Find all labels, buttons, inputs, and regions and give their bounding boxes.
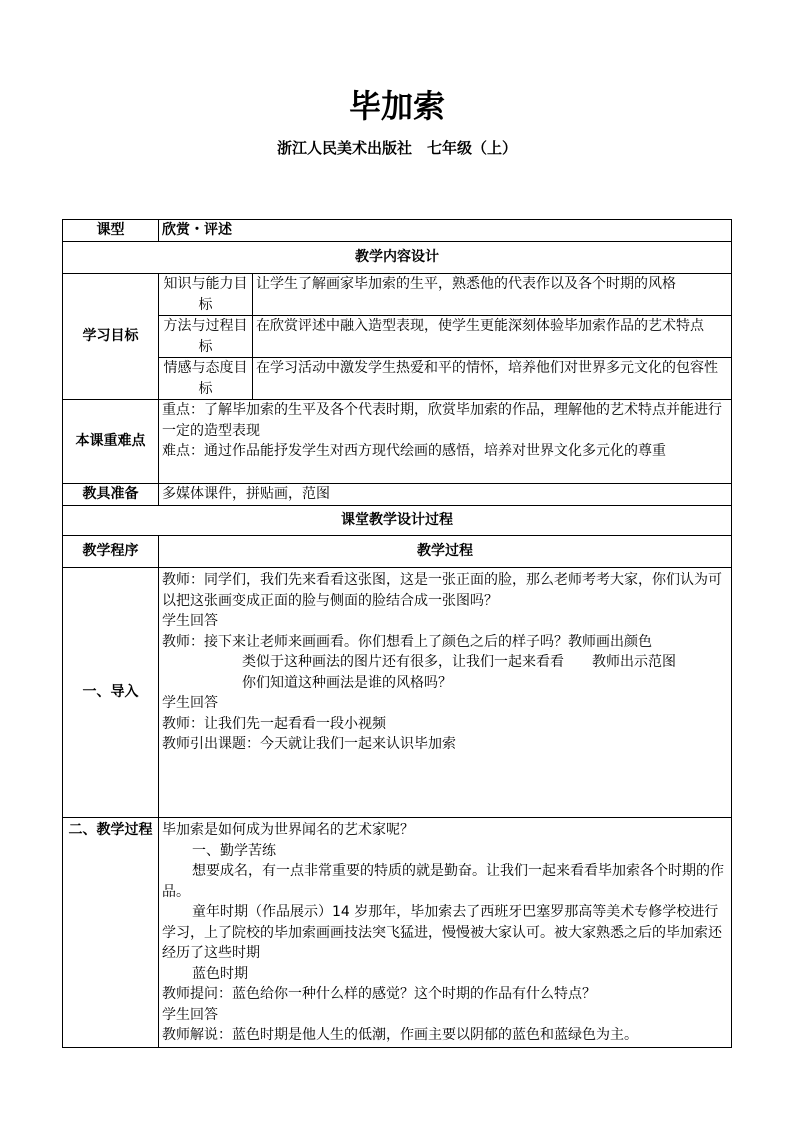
intro-line: 教师引出课题：今天就让我们一起来认识毕加索	[162, 736, 456, 752]
process-line: 蓝色时期	[192, 965, 248, 982]
process-line: 学生回答	[162, 1006, 218, 1023]
intro-line: 教师：同学们，我们先来看看这张图，这是一张正面的脸，那么老师考考大家，你们认为可以把这张画变成正面的脸与侧面的脸结合成一张图吗？	[162, 572, 722, 609]
row-materials	[63, 484, 732, 506]
materials-value: 多媒体课件，拼贴画，范图	[159, 484, 732, 506]
process-line: 毕加索是如何成为世界闻名的艺术家呢？	[162, 822, 414, 838]
goal-text: 在欣赏评述中融入造型表现，使学生更能深刻体验毕加索作品的艺术特点	[253, 316, 732, 358]
row-lesson-type	[63, 220, 732, 242]
process-column-header: 教学过程	[159, 536, 732, 568]
goal-text: 让学生了解画家毕加索的生平，熟悉他的代表作以及各个时期的风格	[253, 274, 732, 316]
row-goal-knowledge	[63, 274, 732, 316]
document-subtitle: 浙江人民美术出版社 七年级（上）	[276, 139, 517, 157]
row-teaching-process	[63, 818, 732, 1048]
goal-sub-label: 方法与过程目标	[159, 316, 253, 358]
process-line: 教师解说：蓝色时期是他人生的低潮，作画主要以阴郁的蓝色和蓝绿色为主。	[162, 1027, 638, 1043]
section-title-process: 课堂教学设计过程	[63, 506, 732, 536]
key-point-focus: 重点：了解毕加索的生平及各个代表时期，欣赏毕加索的作品，理解他的艺术特点并能进行一定的造型表现	[162, 402, 722, 439]
row-process-header	[63, 536, 732, 568]
lesson-plan-table	[62, 219, 732, 1048]
materials-label: 教具准备	[63, 484, 159, 506]
key-point-difficulty: 难点：通过作品能抒发学生对西方现代绘画的感悟，培养对世界文化多元化的尊重	[162, 443, 666, 459]
process-line: 教师提问：蓝色给你一种什么样的感觉？这个时期的作品有什么特点？	[162, 986, 596, 1002]
procedure-column-header: 教学程序	[63, 536, 159, 568]
row-goal-method	[63, 316, 732, 358]
lesson-type-value: 欣赏・评述	[159, 220, 732, 242]
process-line: 想要成名，有一点非常重要的特质的就是勤奋。让我们一起来看看毕加索各个时期的作品。	[162, 863, 724, 900]
key-points-label: 本课重难点	[63, 400, 159, 484]
intro-line: 你们知道这种画法是谁的风格吗？	[242, 674, 452, 691]
row-section-process	[63, 506, 732, 536]
intro-line: 学生回答	[162, 613, 218, 629]
intro-line: 教师：接下来让老师来画画看。你们想看上了颜色之后的样子吗？教师画出颜色	[162, 633, 652, 650]
intro-line: 学生回答	[162, 695, 218, 711]
goals-label: 学习目标	[63, 274, 159, 400]
key-points-content	[159, 400, 732, 484]
row-section-design	[63, 242, 732, 274]
teaching-process-label: 二、教学过程	[63, 818, 159, 1048]
row-key-points	[63, 400, 732, 484]
goal-text: 在学习活动中激发学生热爱和平的情怀，培养他们对世界多元文化的包容性	[253, 358, 732, 400]
row-goal-emotion	[63, 358, 732, 400]
teaching-process-content	[159, 818, 732, 1048]
intro-content	[159, 568, 732, 818]
document-title: 毕加索	[348, 87, 445, 125]
process-line: 一、勤学苦练	[192, 842, 276, 859]
row-intro	[63, 568, 732, 818]
process-line: 童年时期（作品展示）14 岁那年，毕加索去了西班牙巴塞罗那高等美术专修学校进行学习，上了院校的毕加索画画技法突飞猛进，慢慢被大家认可。被大家熟悉之后的毕加索还经历了这些时期	[162, 904, 722, 961]
section-title-design: 教学内容设计	[63, 242, 732, 274]
goal-sub-label: 知识与能力目标	[159, 274, 253, 316]
lesson-type-label: 课型	[63, 220, 159, 242]
intro-line: 类似于这种画法的图片还有很多，让我们一起来看看 教师出示范图	[242, 654, 676, 670]
intro-line: 教师：让我们先一起看看一段小视频	[162, 715, 386, 732]
intro-label: 一、导入	[63, 568, 159, 818]
goal-sub-label: 情感与态度目标	[159, 358, 253, 400]
